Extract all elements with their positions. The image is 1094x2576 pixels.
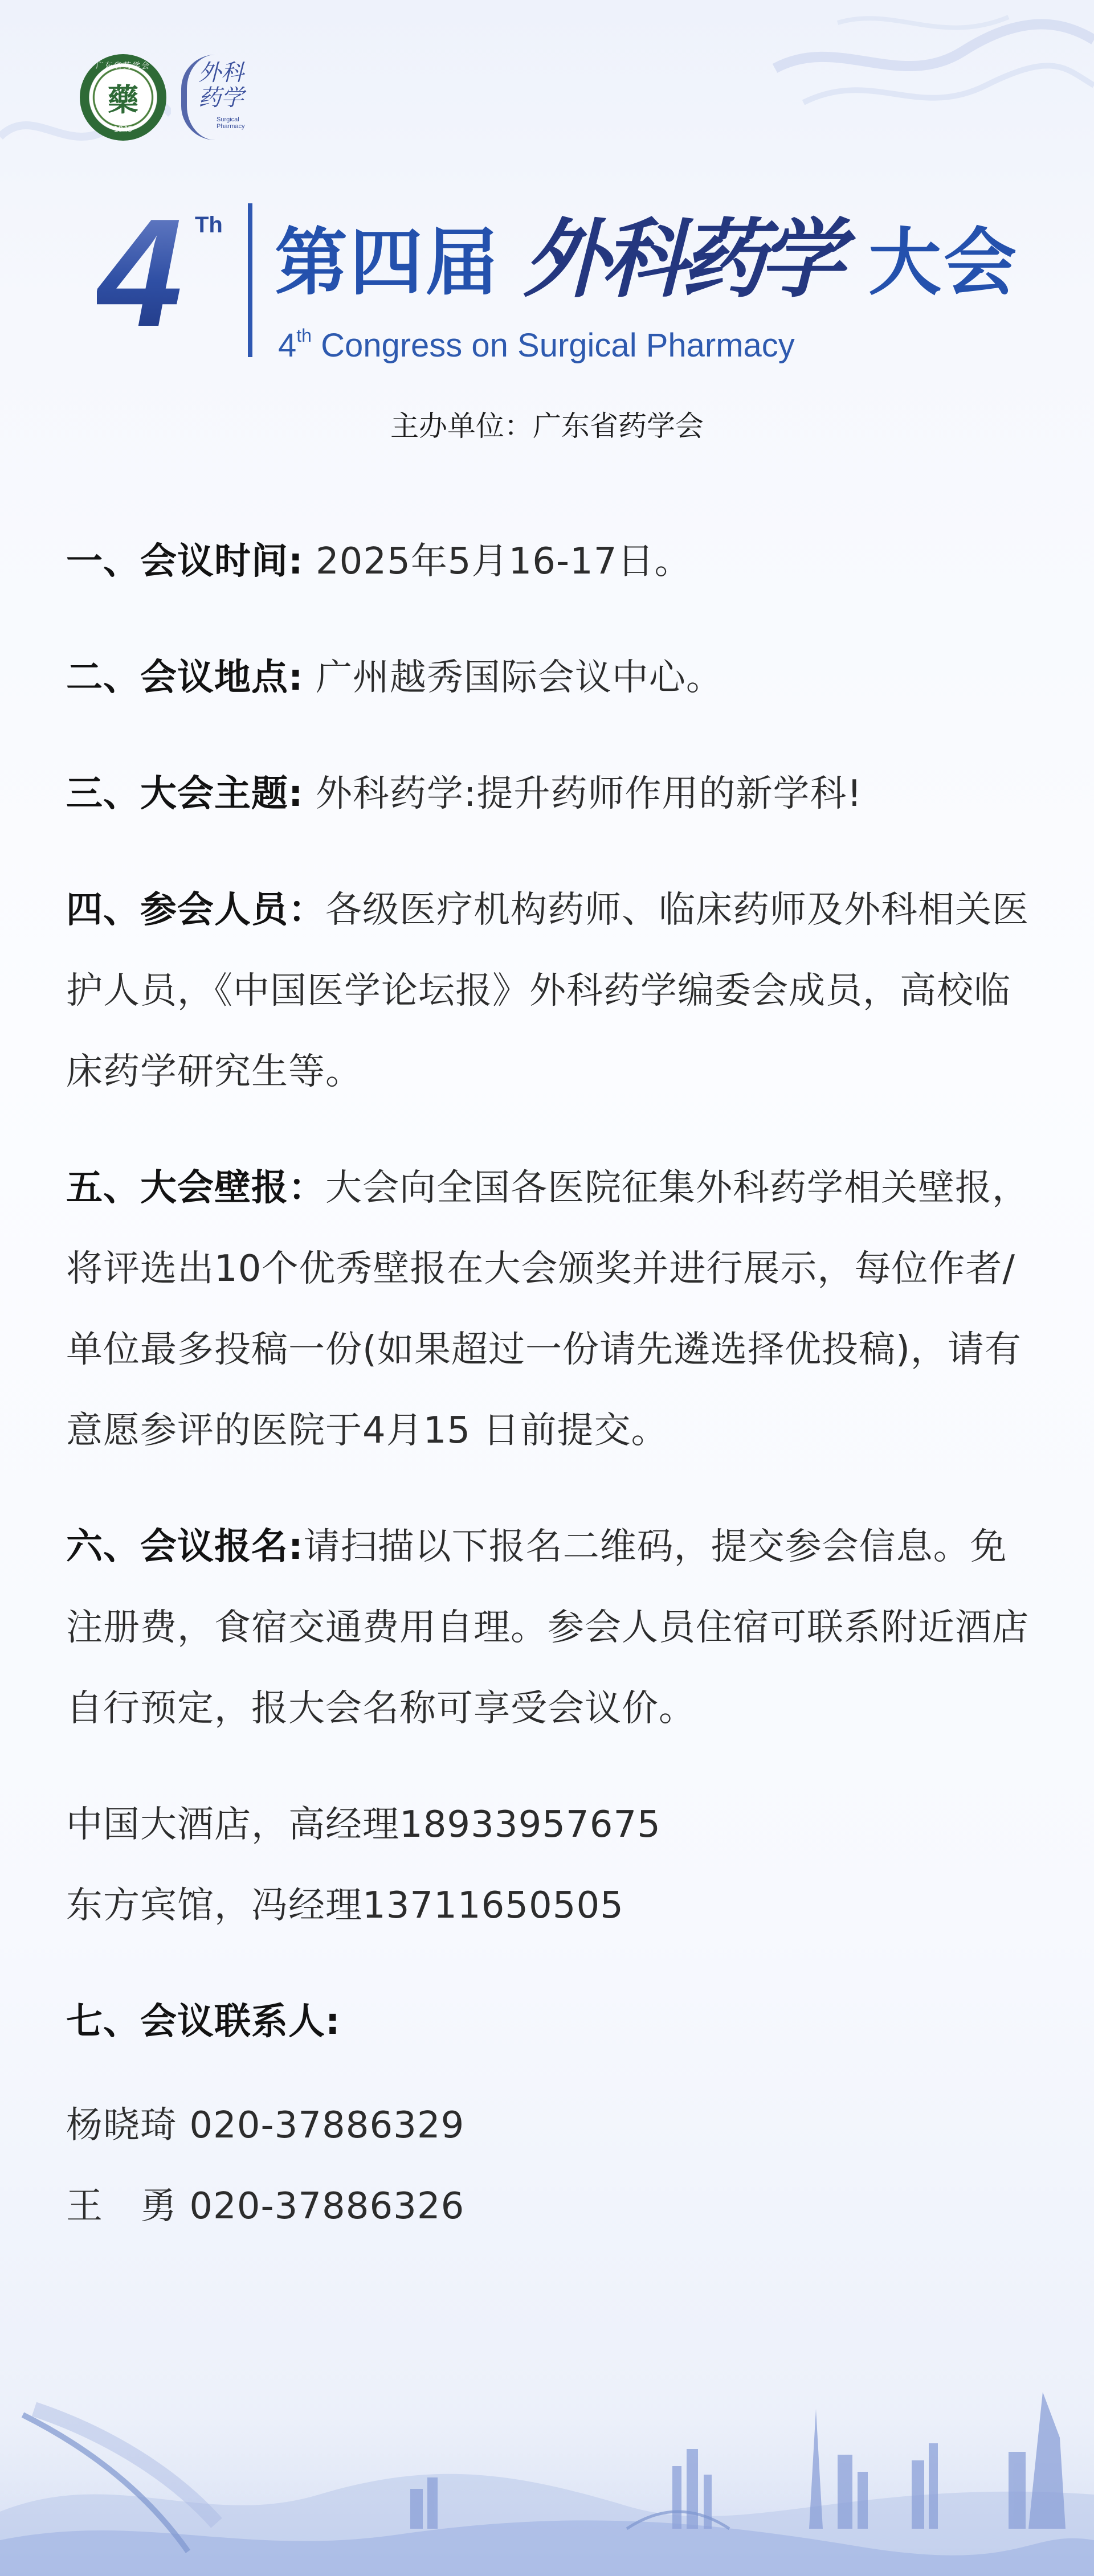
- section-label: 四、参会人员：: [66, 889, 325, 931]
- hotel-item: 中国大酒店，高经理18933957675: [66, 1804, 661, 1846]
- section-label: 二、会议地点:: [66, 657, 304, 699]
- section-label: 五、大会壁报：: [66, 1167, 325, 1209]
- title-calligraphy: 外科药学: [523, 209, 838, 309]
- pharmaceutical-association-seal-icon: [80, 54, 166, 141]
- section-label: 六、会议报名:: [66, 1526, 304, 1568]
- contact-item: 杨晓琦 020-37886329: [66, 2104, 465, 2147]
- section-registration: [66, 1506, 1040, 1749]
- edition-number: 4: [97, 187, 183, 359]
- section-venue: [66, 637, 1040, 718]
- english-title: [278, 326, 795, 365]
- title-prefix: 第四届: [275, 220, 501, 305]
- section-text: 广州越秀国际会议中心。: [303, 657, 723, 699]
- logo-calligraphy: 外科药学: [198, 60, 244, 111]
- logo-subtitle: Surgical Pharmacy: [217, 116, 245, 130]
- english-title-text: Congress on Surgical Pharmacy: [311, 327, 795, 364]
- city-skyline-decoration: [0, 2324, 1094, 2576]
- organizer: 主办单位：广东省药学会: [390, 409, 704, 443]
- section-text: 请扫描以下报名二维码，提交参会信息。免注册费，食宿交通费用自理。参会人员住宿可联系附近酒店自行预定，报大会名称可享受会议价。: [66, 1526, 1029, 1730]
- surgical-pharmacy-logo-icon: [181, 55, 267, 140]
- title-suffix: 大会: [868, 220, 1019, 305]
- ink-wash-top-decoration: [769, 0, 1094, 188]
- english-title-sup: th: [296, 325, 312, 346]
- section-theme: [66, 753, 1040, 834]
- section-attendees: [66, 870, 1040, 1112]
- seal-text: 广东省药学会: [96, 62, 150, 71]
- section-posters: [66, 1148, 1040, 1471]
- section-text: 外科药学:提升药师作用的新学科!: [303, 773, 863, 815]
- contact-list: [66, 2085, 1040, 2247]
- section-label: 七、会议联系人:: [66, 2001, 341, 2043]
- section-text: 各级医疗机构药师、临床药师及外科相关医护人员，《中国医学论坛报》外科药学编委会成员，高校临床药学研究生等。: [66, 889, 1029, 1093]
- logo-row: [80, 54, 267, 141]
- hotel-list: [66, 1784, 1040, 1946]
- seal-glyph: 藥: [99, 73, 148, 122]
- section-text: 大会向全国各医院征集外科药学相关壁报，将评选出10个优秀壁报在大会颁奖并进行展示，每位作者/单位最多投稿一份(如果超过一份请先遴选择优投稿)，请有意愿参评的医院于4月15 日前提交。: [66, 1167, 1029, 1452]
- title-divider: [248, 203, 252, 357]
- english-title-number: 4: [278, 327, 297, 364]
- section-time: [66, 521, 1040, 602]
- contact-item: 王 勇 020-37886326: [66, 2185, 465, 2227]
- edition-suffix: Th: [195, 212, 223, 237]
- section-contacts: [66, 1981, 1040, 2062]
- section-label: 三、大会主题:: [66, 773, 304, 815]
- hotel-item: 东方宾馆，冯经理13711650505: [66, 1885, 624, 1927]
- chinese-title: [275, 209, 1019, 309]
- congress-title-block: [97, 187, 1020, 367]
- section-label: 一、会议时间:: [66, 540, 304, 583]
- content: [66, 521, 1040, 2247]
- section-text: 2025年5月16-17日。: [303, 540, 692, 583]
- seal-year: 1945: [113, 125, 133, 134]
